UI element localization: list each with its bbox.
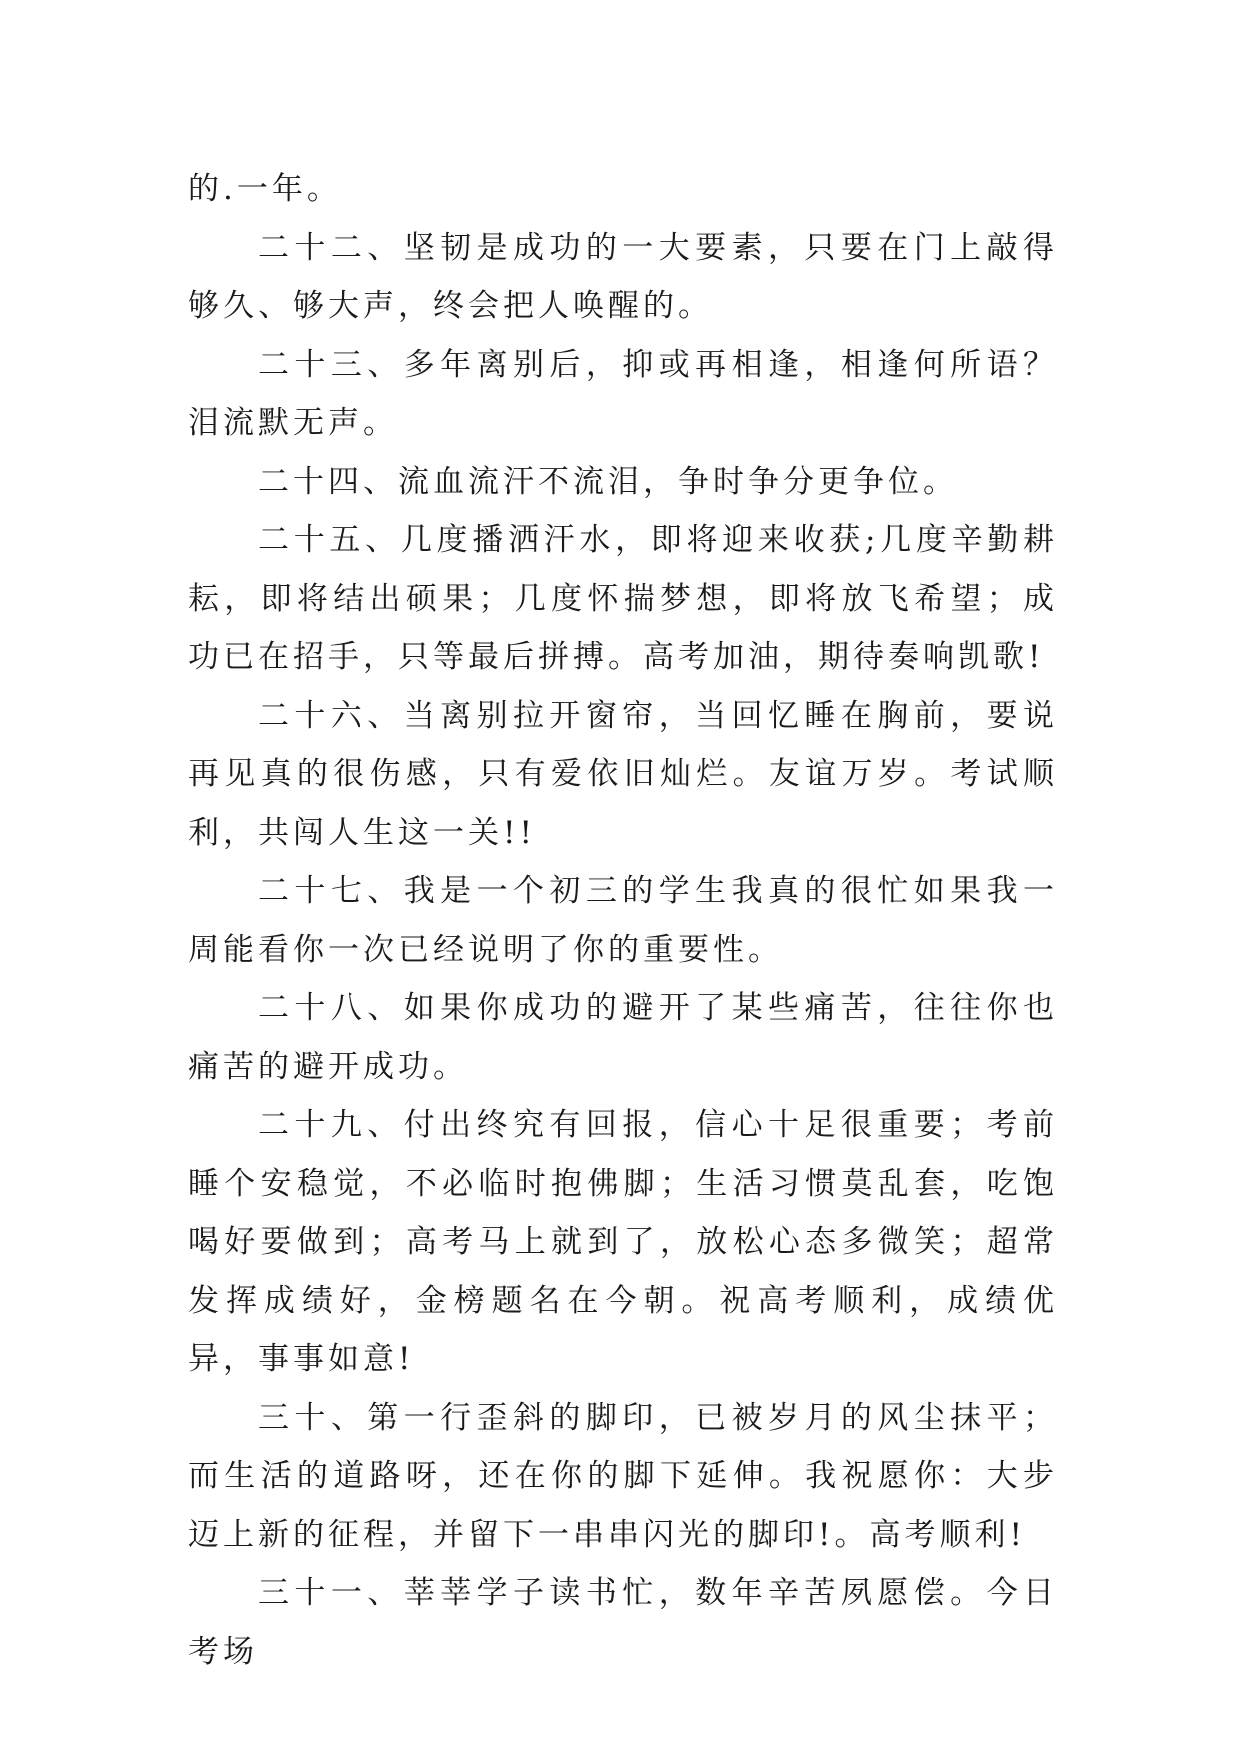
paragraph-25: 二十五、几度播洒汗水，即将迎来收获;几度辛勤耕耘，即将结出硕果；几度怀揣梦想，即将放飞希望；成功已在招手，只等最后拼搏。高考加油，期待奏响凯歌! bbox=[188, 522, 1058, 675]
paragraph-26: 二十六、当离别拉开窗帘，当回忆睡在胸前，要说再见真的很伤感，只有爱依旧灿烂。友谊万岁。考试顺利，共闯人生这一关!! bbox=[188, 697, 1058, 851]
paragraph-23: 二十三、多年离别后，抑或再相逢，相逢何所语？泪流默无声。 bbox=[188, 346, 1058, 441]
paragraph-continuation: 的.一年。 bbox=[188, 171, 342, 207]
paragraph-28: 二十八、如果你成功的避开了某些痛苦，往往你也痛苦的避开成功。 bbox=[188, 990, 1058, 1085]
paragraph-29: 二十九、付出终究有回报，信心十足很重要；考前睡个安稳觉，不必临时抱佛脚；生活习惯莫乱套，吃饱喝好要做到；高考马上就到了，放松心态多微笑；超常发挥成绩好，金榜题名在今朝。祝高考顺利，成绩优异，事事如意! bbox=[188, 1107, 1058, 1377]
paragraph-30: 三十、第一行歪斜的脚印，已被岁月的风尘抹平；而生活的道路呀，还在你的脚下延伸。我祝愿你：大步迈上新的征程，并留下一串串闪光的脚印!。高考顺利! bbox=[188, 1399, 1058, 1553]
document-body bbox=[188, 160, 1058, 1681]
paragraph-24: 二十四、流血流汗不流泪，争时争分更争位。 bbox=[258, 463, 958, 500]
paragraph-22: 二十二、坚韧是成功的一大要素，只要在门上敲得够久、够大声，终会把人唤醒的。 bbox=[188, 229, 1058, 324]
paragraph-27: 二十七、我是一个初三的学生我真的很忙如果我一周能看你一次已经说明了你的重要性。 bbox=[188, 873, 1058, 968]
paragraph-31: 三十一、莘莘学子读书忙，数年辛苦夙愿偿。今日考场 bbox=[188, 1575, 1058, 1670]
